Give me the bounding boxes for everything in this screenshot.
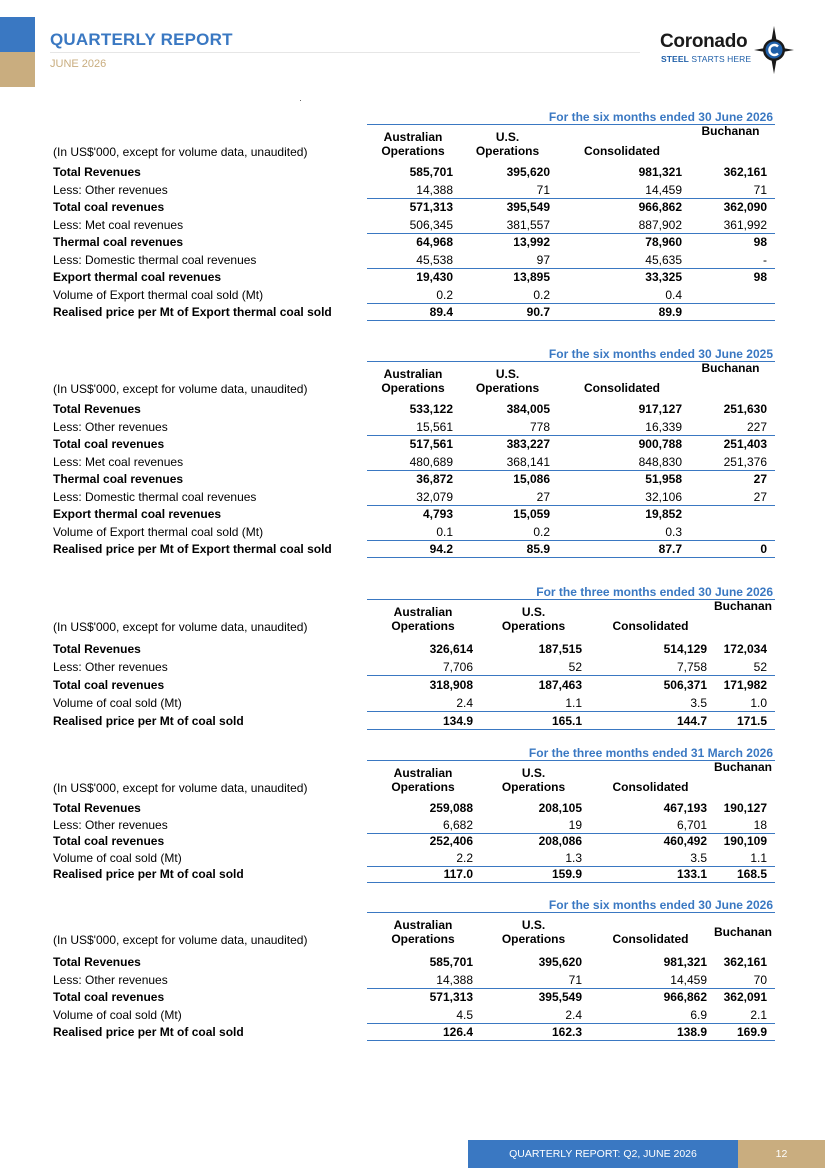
table-row — [50, 1024, 775, 1041]
cell-value: 171,982 — [723, 678, 767, 692]
header-accent-gold — [0, 52, 35, 87]
cell-value: 15,561 — [416, 419, 453, 434]
cell-value: 362,161 — [723, 955, 767, 969]
cell-value: 395,549 — [506, 200, 550, 214]
cell-value: 14,388 — [416, 182, 453, 197]
row-label: Less: Domestic thermal coal revenues — [53, 252, 257, 267]
row-label: Thermal coal revenues — [53, 472, 184, 486]
cell-value: 362,161 — [723, 165, 767, 179]
table-row — [50, 866, 775, 883]
cell-value: 32,106 — [645, 489, 682, 504]
table-row — [50, 419, 775, 436]
row-label: Total Revenues — [53, 642, 141, 656]
col-header-line: U.S. — [521, 766, 546, 780]
footer-title: QUARTERLY REPORT: Q2, JUNE 2026 — [509, 1148, 697, 1160]
table-row — [50, 287, 775, 304]
row-label: Volume of coal sold (Mt) — [53, 1007, 182, 1022]
table-row — [50, 641, 775, 658]
cell-value: 70 — [753, 972, 767, 987]
cell-value: 6.9 — [690, 1007, 707, 1022]
cell-value: 14,388 — [436, 972, 473, 987]
row-label: Total coal revenues — [53, 200, 165, 214]
row-label: Total Revenues — [53, 165, 141, 179]
cell-value: 381,557 — [506, 217, 550, 232]
col-header-buchanan: Buchanan — [713, 599, 772, 613]
row-label: Less: Other revenues — [53, 660, 168, 674]
row-label: Realised price per Mt of Export thermal coal sold — [53, 305, 332, 319]
cell-value: 1.1 — [750, 850, 767, 865]
report-date: JUNE 2026 — [50, 58, 107, 70]
period-underline — [367, 912, 775, 913]
row-underline — [367, 320, 775, 321]
table-row — [50, 489, 775, 506]
table-row — [50, 269, 775, 286]
cell-value: 6,682 — [442, 817, 473, 832]
cell-value: 7,706 — [442, 660, 473, 674]
table-row — [50, 695, 775, 712]
table-row — [50, 304, 775, 321]
cell-value: 0.4 — [665, 287, 682, 302]
row-underline — [367, 675, 775, 676]
cell-value: 187,463 — [538, 678, 582, 692]
table-row — [50, 541, 775, 558]
cell-value: 71 — [568, 972, 582, 987]
col-header-line: Operations — [381, 381, 445, 395]
col-header-australian — [367, 605, 479, 633]
col-header-line: Australian — [393, 918, 453, 932]
col-header-line: Operations — [501, 619, 566, 633]
row-label: Export thermal coal revenues — [53, 270, 222, 284]
stray-mark — [300, 100, 301, 101]
col-header-us — [459, 367, 556, 395]
row-label: Volume of coal sold (Mt) — [53, 850, 182, 865]
table-row — [50, 972, 775, 989]
cell-value: 165.1 — [551, 714, 582, 728]
cell-value: 32,079 — [416, 489, 453, 504]
cell-value: 900,788 — [638, 437, 682, 451]
col-header-line: U.S. — [495, 130, 520, 144]
cell-value: 144.7 — [676, 714, 707, 728]
cell-value: 368,141 — [506, 454, 550, 469]
cell-value: 97 — [536, 252, 550, 267]
table-row — [50, 833, 775, 850]
row-label: Total coal revenues — [53, 437, 165, 451]
cell-value: 917,127 — [638, 402, 682, 416]
cell-value: 45,538 — [416, 252, 453, 267]
cell-value: 168.5 — [736, 867, 767, 881]
row-label: Realised price per Mt of coal sold — [53, 714, 244, 728]
cell-value: 251,403 — [723, 437, 767, 451]
units-note: (In US$'000, except for volume data, unaudited) — [53, 781, 308, 795]
cell-value: 51,958 — [645, 472, 682, 486]
cell-value: 90.7 — [526, 305, 550, 319]
table-row — [50, 234, 775, 251]
col-header-consolidated: Consolidated — [612, 932, 689, 946]
cell-value: 2.4 — [565, 1007, 582, 1022]
cell-value: 13,895 — [513, 270, 550, 284]
col-header-consolidated: Consolidated — [612, 780, 689, 794]
cell-value: 571,313 — [429, 990, 473, 1004]
cell-value: 162.3 — [551, 1025, 582, 1039]
row-label: Volume of Export thermal coal sold (Mt) — [53, 524, 264, 539]
cell-value: 0.2 — [533, 524, 550, 539]
table-row — [50, 252, 775, 269]
logo-tagline-rest: STARTS HERE — [688, 54, 752, 64]
cell-value: 71 — [536, 182, 550, 197]
units-note: (In US$'000, except for volume data, unaudited) — [53, 382, 308, 396]
cell-value: 27 — [753, 489, 767, 504]
cell-value: 78,960 — [645, 235, 682, 249]
col-header-consolidated: Consolidated — [583, 381, 660, 395]
table-row — [50, 217, 775, 234]
cell-value: 318,908 — [429, 678, 473, 692]
row-label: Total coal revenues — [53, 990, 165, 1004]
row-underline — [367, 1040, 775, 1041]
col-header-consolidated: Consolidated — [612, 619, 689, 633]
col-header-line: Operations — [391, 619, 455, 633]
cell-value: 117.0 — [443, 867, 473, 881]
cell-value: 1.1 — [565, 696, 582, 710]
cell-value: 395,549 — [538, 990, 582, 1004]
cell-value: 171.5 — [736, 714, 767, 728]
cell-value: 395,620 — [506, 165, 550, 179]
col-header-australian — [367, 918, 479, 946]
cell-value: 14,459 — [645, 182, 682, 197]
cell-value: 27 — [536, 489, 550, 504]
col-header-us — [479, 605, 588, 633]
cell-value: 571,313 — [409, 200, 453, 214]
cell-value: 98 — [753, 270, 767, 284]
table-row — [50, 713, 775, 730]
cell-value: - — [763, 252, 767, 267]
row-label: Realised price per Mt of coal sold — [53, 867, 244, 881]
cell-value: 395,620 — [538, 955, 582, 969]
cell-value: 251,376 — [723, 454, 767, 469]
col-header-line: Operations — [381, 144, 445, 158]
cell-value: 15,086 — [513, 472, 550, 486]
cell-value: 3.5 — [690, 696, 707, 710]
col-header-buchanan: Buchanan — [713, 760, 772, 774]
cell-value: 2.2 — [456, 850, 473, 865]
col-header-line: Operations — [475, 381, 540, 395]
cell-value: 133.1 — [676, 867, 707, 881]
cell-value: 85.9 — [526, 542, 550, 556]
row-label: Less: Domestic thermal coal revenues — [53, 489, 257, 504]
cell-value: 134.9 — [442, 714, 473, 728]
cell-value: 506,345 — [409, 217, 453, 232]
cell-value: 0.2 — [533, 287, 550, 302]
cell-value: 187,515 — [538, 642, 582, 656]
cell-value: 460,492 — [663, 834, 707, 848]
col-header-buchanan: Buchanan — [701, 124, 760, 138]
cell-value: 467,193 — [663, 801, 707, 815]
cell-value: 52 — [753, 660, 767, 674]
cell-value: 259,088 — [429, 801, 473, 815]
col-header-australian — [367, 766, 479, 794]
cell-value: 251,630 — [723, 402, 767, 416]
cell-value: 252,406 — [429, 834, 473, 848]
row-label: Thermal coal revenues — [53, 235, 184, 249]
col-header-line: Operations — [501, 932, 566, 946]
row-underline — [367, 882, 775, 883]
units-note: (In US$'000, except for volume data, unaudited) — [53, 933, 308, 947]
cell-value: 4.5 — [456, 1007, 473, 1022]
cell-value: 15,059 — [513, 507, 550, 521]
cell-value: 14,459 — [670, 972, 707, 987]
cell-value: 887,902 — [638, 217, 682, 232]
logo-wordmark: Coronado — [660, 31, 748, 52]
cell-value: 52 — [568, 660, 582, 674]
table-row — [50, 506, 775, 523]
row-underline — [367, 557, 775, 558]
cell-value: 64,968 — [416, 235, 453, 249]
row-label: Total Revenues — [53, 955, 141, 969]
row-underline — [367, 729, 775, 730]
cell-value: 13,992 — [513, 235, 550, 249]
cell-value: 19 — [568, 817, 582, 832]
row-label: Total coal revenues — [53, 834, 165, 848]
table-row — [50, 454, 775, 471]
cell-value: 981,321 — [638, 165, 682, 179]
table-row — [50, 524, 775, 541]
cell-value: 18 — [753, 817, 767, 832]
col-header-australian — [367, 367, 459, 395]
table-row — [50, 199, 775, 216]
cell-value: 384,005 — [506, 402, 550, 416]
cell-value: 36,872 — [416, 472, 453, 486]
cell-value: 208,105 — [538, 801, 582, 815]
col-header-buchanan: Buchanan — [713, 925, 772, 939]
cell-value: 517,561 — [409, 437, 453, 451]
cell-value: 848,830 — [638, 454, 682, 469]
cell-value: 227 — [746, 419, 767, 434]
period-heading: For the six months ended 30 June 2025 — [548, 347, 773, 361]
cell-value: 2.4 — [456, 696, 473, 710]
row-label: Total coal revenues — [53, 678, 165, 692]
period-heading: For the six months ended 30 June 2026 — [548, 110, 773, 124]
cell-value: 585,701 — [409, 165, 453, 179]
table-row — [50, 1007, 775, 1024]
period-heading: For the three months ended 30 June 2026 — [536, 585, 773, 599]
header-accent-blue — [0, 17, 35, 52]
cell-value: 89.4 — [429, 305, 453, 319]
page-number: 12 — [738, 1140, 825, 1168]
row-label: Total Revenues — [53, 801, 141, 815]
col-header-us — [479, 918, 588, 946]
col-header-line: U.S. — [495, 367, 520, 381]
cell-value: 89.9 — [658, 305, 682, 319]
col-header-line: U.S. — [521, 605, 546, 619]
cell-value: 2.1 — [750, 1007, 767, 1022]
units-note: (In US$'000, except for volume data, unaudited) — [53, 620, 308, 634]
cell-value: 45,635 — [645, 252, 682, 267]
col-header-line: Operations — [391, 780, 455, 794]
cell-value: 27 — [753, 472, 767, 486]
period-heading: For the three months ended 31 March 2026 — [528, 746, 773, 760]
report-title: QUARTERLY REPORT — [50, 30, 233, 49]
cell-value: 778 — [529, 419, 550, 434]
row-label: Realised price per Mt of Export thermal coal sold — [53, 542, 332, 556]
col-header-line: Operations — [391, 932, 455, 946]
cell-value: 87.7 — [658, 542, 682, 556]
table-row — [50, 989, 775, 1006]
col-header-line: Australian — [383, 130, 443, 144]
cell-value: 514,129 — [663, 642, 707, 656]
cell-value: 0 — [760, 542, 767, 556]
col-header-consolidated: Consolidated — [583, 144, 660, 158]
col-header-line: Australian — [393, 766, 453, 780]
table-row — [50, 436, 775, 453]
row-label: Volume of Export thermal coal sold (Mt) — [53, 287, 264, 302]
cell-value: 0.3 — [665, 524, 682, 539]
col-header-line: Australian — [383, 367, 443, 381]
cell-value: 362,091 — [723, 990, 767, 1004]
cell-value: 208,086 — [538, 834, 582, 848]
compass-icon — [754, 26, 794, 74]
cell-value: 506,371 — [663, 678, 707, 692]
row-label: Less: Met coal revenues — [53, 454, 184, 469]
cell-value: 7,758 — [676, 660, 707, 674]
cell-value: 4,793 — [422, 507, 453, 521]
table-row — [50, 817, 775, 834]
company-logo — [658, 28, 798, 80]
cell-value: 169.9 — [736, 1025, 767, 1039]
cell-value: 966,862 — [638, 200, 682, 214]
cell-value: 1.3 — [565, 850, 582, 865]
cell-value: 126.4 — [442, 1025, 473, 1039]
table-row — [50, 164, 775, 181]
cell-value: 71 — [753, 182, 767, 197]
col-header-line: Australian — [393, 605, 453, 619]
row-label: Export thermal coal revenues — [53, 507, 222, 521]
table-row — [50, 954, 775, 971]
cell-value: 0.2 — [436, 287, 453, 302]
cell-value: 966,862 — [663, 990, 707, 1004]
cell-value: 533,122 — [409, 402, 453, 416]
cell-value: 138.9 — [676, 1025, 707, 1039]
cell-value: 383,227 — [506, 437, 550, 451]
table-row — [50, 182, 775, 199]
row-label: Volume of coal sold (Mt) — [53, 696, 182, 710]
cell-value: 94.2 — [429, 542, 453, 556]
row-label: Total Revenues — [53, 402, 141, 416]
cell-value: 585,701 — [429, 955, 473, 969]
table-row — [50, 677, 775, 694]
cell-value: 6,701 — [676, 817, 707, 832]
header-divider — [50, 52, 640, 53]
cell-value: 361,992 — [723, 217, 767, 232]
cell-value: 362,090 — [723, 200, 767, 214]
cell-value: 190,109 — [723, 834, 767, 848]
cell-value: 326,614 — [429, 642, 473, 656]
cell-value: 480,689 — [409, 454, 453, 469]
cell-value: 190,127 — [723, 801, 767, 815]
col-header-line: Operations — [501, 780, 566, 794]
table-row — [50, 850, 775, 867]
col-header-line: Operations — [475, 144, 540, 158]
row-label: Less: Other revenues — [53, 817, 168, 832]
col-header-buchanan: Buchanan — [701, 361, 760, 375]
cell-value: 0.1 — [436, 524, 453, 539]
table-row — [50, 401, 775, 418]
col-header-us — [459, 130, 556, 158]
cell-value: 33,325 — [645, 270, 682, 284]
col-header-line: U.S. — [521, 918, 546, 932]
col-header-us — [479, 766, 588, 794]
cell-value: 981,321 — [663, 955, 707, 969]
logo-tagline-bold: STEEL — [661, 54, 689, 64]
row-underline — [367, 711, 775, 712]
cell-value: 16,339 — [645, 419, 682, 434]
cell-value: 172,034 — [723, 642, 767, 656]
period-heading: For the six months ended 30 June 2026 — [548, 898, 773, 912]
table-row — [50, 800, 775, 817]
cell-value: 1.0 — [750, 696, 767, 710]
row-label: Less: Other revenues — [53, 182, 168, 197]
cell-value: 159.9 — [551, 867, 582, 881]
row-label: Less: Other revenues — [53, 419, 168, 434]
units-note: (In US$'000, except for volume data, unaudited) — [53, 145, 308, 159]
table-row — [50, 659, 775, 676]
col-header-australian — [367, 130, 459, 158]
logo-tagline — [661, 54, 751, 64]
row-label: Realised price per Mt of coal sold — [53, 1025, 244, 1039]
row-label: Less: Met coal revenues — [53, 217, 184, 232]
cell-value: 98 — [753, 235, 767, 249]
table-row — [50, 471, 775, 488]
row-label: Less: Other revenues — [53, 972, 168, 987]
cell-value: 19,852 — [645, 507, 682, 521]
cell-value: 19,430 — [416, 270, 453, 284]
cell-value: 3.5 — [690, 850, 707, 865]
